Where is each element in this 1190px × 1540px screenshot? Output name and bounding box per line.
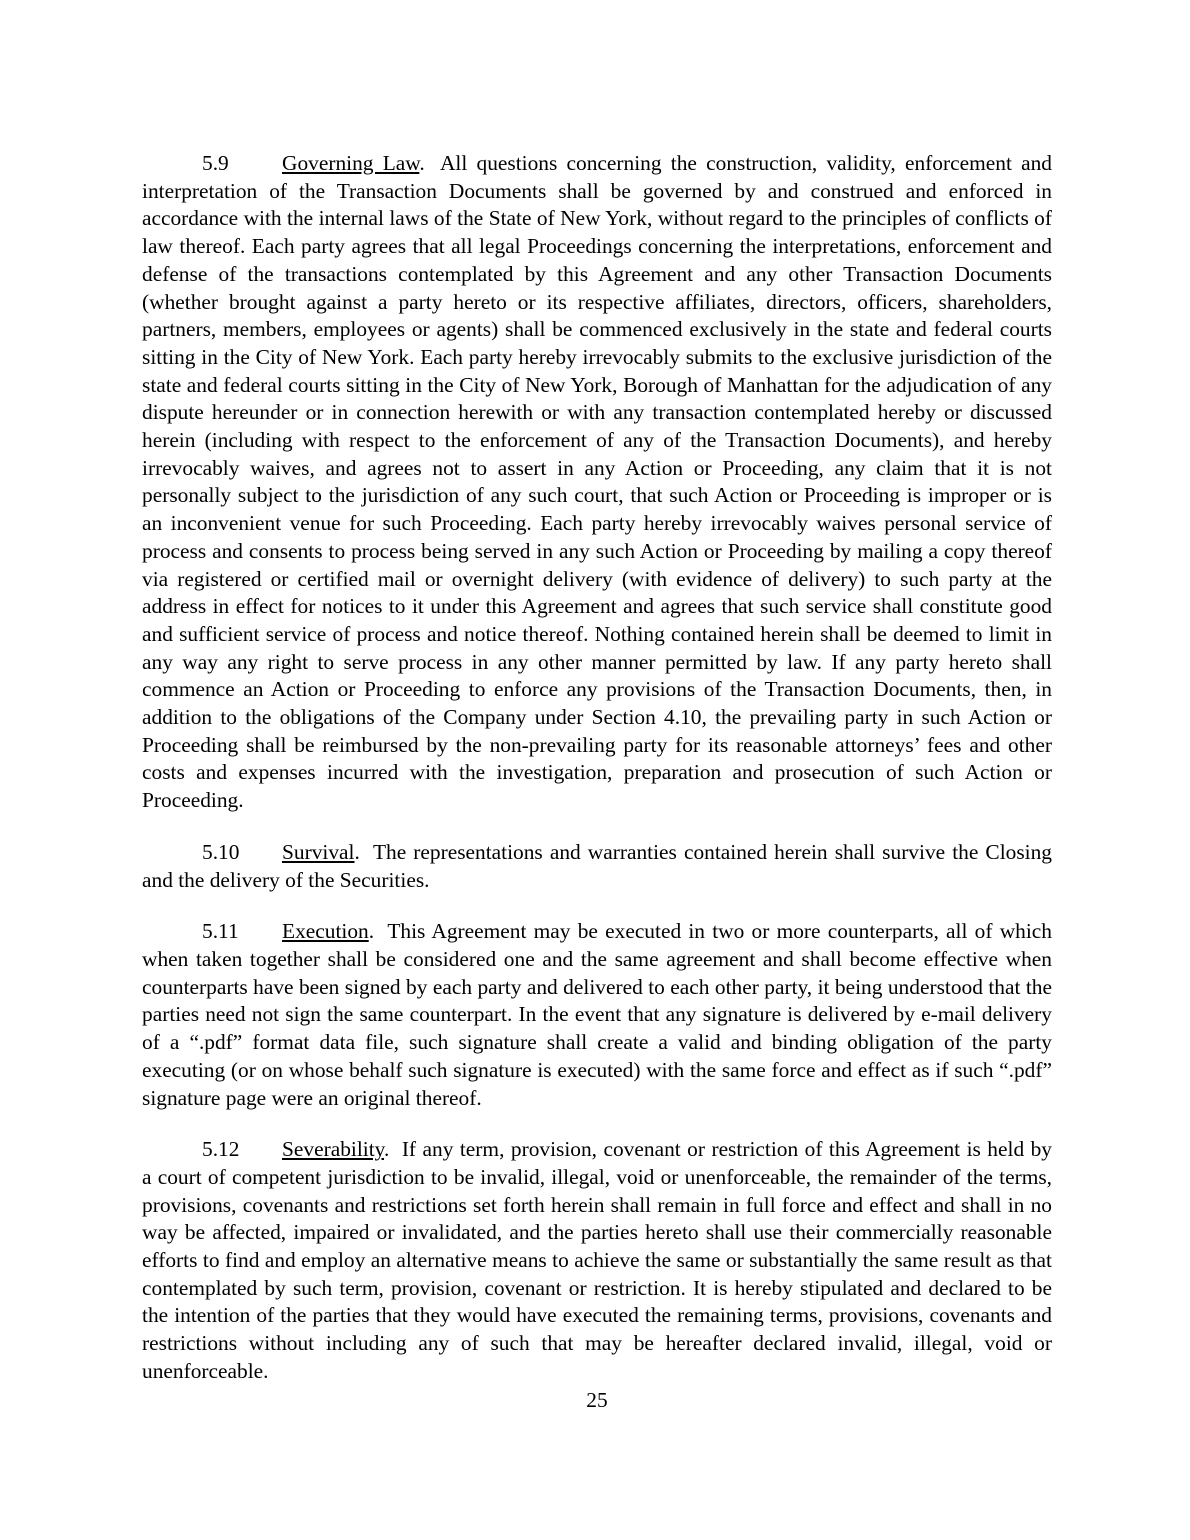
section-paragraph-5-9 [142, 150, 1052, 815]
section-body-text: The representations and warranties contained herein shall survive the Closing and the delivery of the Securities. [142, 839, 1052, 892]
section-title-period: . [368, 919, 375, 944]
document-body [142, 150, 1052, 1414]
section-body-text: This Agreement may be executed in two or more counterparts, all of which when taken together shall be considered one and the same agreement and shall become effective when counterparts have been signed by each party and delivered to each other party, it being understood that the parties need not sign the same counterpart. In the event that any signature is delivered by e-mail delivery of a “.pdf” format data file, such signature shall create a valid and binding obligation of the party executing (or on whose behalf such signature is executed) with the same force and effect as if such “.pdf” signature page were an original thereof. [142, 919, 1052, 1110]
section-title-period: . [354, 839, 360, 864]
section-title-period: . [419, 151, 425, 175]
section-title-period: . [383, 1137, 390, 1162]
section-number: 5.11 [202, 919, 239, 944]
section-number: 5.9 [202, 151, 229, 175]
page-number: 25 [586, 1387, 608, 1412]
section-title: Execution [282, 919, 369, 944]
section-title: Governing Law [282, 151, 420, 175]
section-paragraph-5-11 [142, 918, 1052, 1112]
section-paragraph-5-10 [142, 839, 1052, 894]
section-number: 5.10 [202, 839, 240, 864]
section-paragraph-5-12 [142, 1136, 1052, 1385]
section-number: 5.12 [202, 1137, 240, 1162]
section-body-text: If any term, provision, covenant or restriction of this Agreement is held by a court of competent jurisdiction to be invalid, illegal, void or unenforceable, the remainder of the terms, provisions, covenants and restrictions set forth herein shall remain in full force and effect and shall in no way be affected, impaired or invalidated, and the parties hereto shall use their commercially reasonable efforts to find and employ an alternative means to achieve the same or substantially the same result as that contemplated by such term, provision, covenant or restriction. It is hereby stipulated and declared to be the intention of the parties that they would have executed the remaining terms, provisions, covenants and restrictions without including any of such that may be hereafter declared invalid, illegal, void or unenforceable. [142, 1137, 1052, 1383]
section-body-text: All questions concerning the construction, validity, enforcement and interpretation of the Transaction Documents shall be governed by and construed and enforced in accordance with the internal laws of the State of New York, without regard to the principles of conflicts of law thereof. Each party agrees that all legal Proceedings concerning the interpretations, enforcement and defense of the transactions contemplated by this Agreement and any other Transaction Documents (whether brought against a party hereto or its respective affiliates, directors, officers, shareholders, partners, members, employees or agents) shall be commenced exclusively in the state and federal courts sitting in the City of New York. Each party hereby irrevocably submits to the exclusive jurisdiction of the state and federal courts sitting in the City of New York, Borough of Manhattan for the adjudication of any dispute hereunder or in connection herewith or with any transaction contemplated hereby or discussed herein (including with respect to the enforcement of any of the Transaction Documents), and hereby irrevocably waives, and agrees not to assert in any Action or Proceeding, any claim that it is not personally subject to the jurisdiction of any such court, that such Action or Proceeding is improper or is an inconvenient venue for such Proceeding. Each party hereby irrevocably waives personal service of process and consents to process being served in any such Action or Proceeding by mailing a copy thereof via registered or certified mail or overnight delivery (with evidence of delivery) to such party at the address in effect for notices to it under this Agreement and agrees that such service shall constitute good and sufficient service of process and notice thereof. Nothing contained herein shall be deemed to limit in any way any right to serve process in any other manner permitted by law. If any party hereto shall commence an Action or Proceeding to enforce any provisions of the Transaction Documents, then, in addition to the obligations of the Company under Section 4.10, the prevailing party in such Action or Proceeding shall be reimbursed by the non-prevailing party for its reasonable attorneys’ fees and other costs and expenses incurred with the investigation, preparation and prosecution of such Action or Proceeding. [142, 151, 1052, 813]
section-title: Severability [282, 1137, 384, 1162]
section-title: Survival [282, 839, 355, 864]
